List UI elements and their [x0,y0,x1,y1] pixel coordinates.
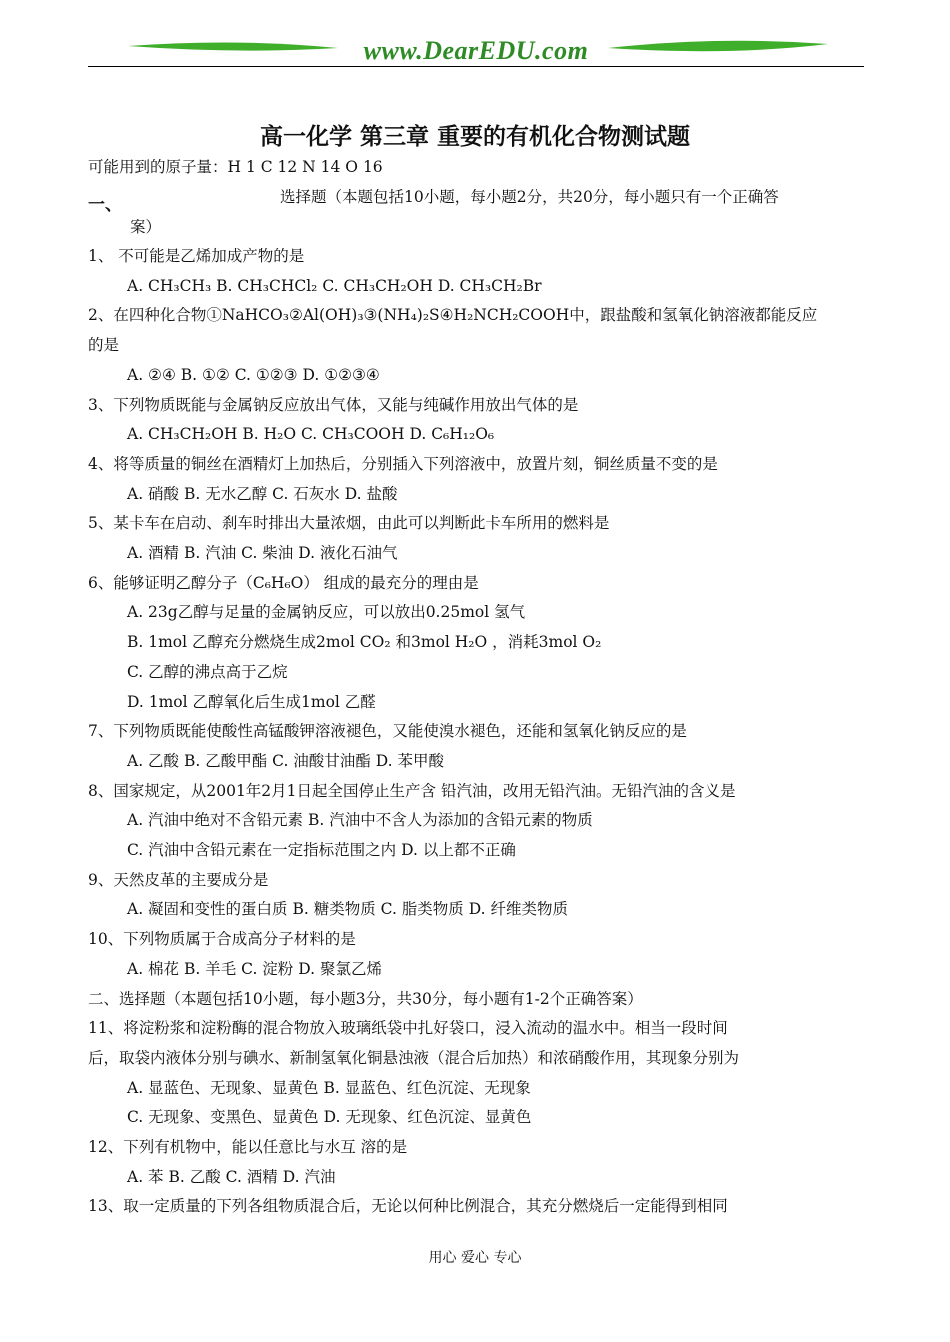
option-line: A. 苯 B. 乙酸 C. 酒精 D. 汽油 [127,1167,336,1186]
option-line: A. CH₃CH₂OH B. H₂O C. CH₃COOH D. C₆H₁₂O₆ [127,425,495,444]
option-line: A. 硝酸 B. 无水乙醇 C. 石灰水 D. 盐酸 [127,484,398,503]
question-line: 10、下列物质属于合成高分子材料的是 [88,930,356,949]
question-line: 4、将等质量的铜丝在酒精灯上加热后，分别插入下列溶液中，放置片刻，铜丝质量不变的是 [88,454,718,473]
question-line: 二、选择题（本题包括10小题，每小题3分，共30分，每小题有1-2个正确答案） [88,989,643,1008]
question-line: 的是 [88,336,120,355]
option-line: C. 乙醇的沸点高于乙烷 [127,662,288,681]
option-line: D. 1mol 乙醇氧化后生成1mol 乙醛 [127,692,376,711]
option-line: A. 汽油中绝对不含铅元素 B. 汽油中不含人为添加的含铅元素的物质 [127,811,593,830]
option-line: A. ②④ B. ①② C. ①②③ D. ①②③④ [127,365,380,384]
option-line: A. 酒精 B. 汽油 C. 柴油 D. 液化石油气 [127,544,398,562]
question-line: 5、某卡车在启动、刹车时排出大量浓烟，由此可以判断此卡车所用的燃料是 [88,514,610,533]
option-line: B. 1mol 乙醇充分燃烧生成2mol CO₂ 和3mol H₂O ，消耗3mol O₂ [127,633,602,652]
section-one-number: 一、 [88,195,122,215]
option-line: A. 乙酸 B. 乙酸甲酯 C. 油酸甘油酯 D. 苯甲酸 [127,751,444,770]
option-line: A. 显蓝色、无现象、显黄色 B. 显蓝色、红色沉淀、无现象 [127,1078,531,1097]
section-one-heading: 选择题（本题包括10小题，每小题2分，共20分，每小题只有一个正确答 [280,188,779,206]
question-line: 13、取一定质量的下列各组物质混合后，无论以何种比例混合，其充分燃烧后一定能得到相同 [88,1197,728,1216]
option-line: A. 23g乙醇与足量的金属钠反应，可以放出0.25mol 氢气 [127,603,526,622]
option-line: A. CH₃CH₃ B. CH₃CHCl₂ C. CH₃CH₂OH D. CH₃CH₂Br [127,276,542,295]
header-rule [88,66,864,67]
question-line: 后，取袋内液体分别与碘水、新制氢氧化铜悬浊液（混合后加热）和浓硝酸作用，其现象分别为 [88,1048,740,1067]
option-line: A. 凝固和变性的蛋白质 B. 糖类物质 C. 脂类物质 D. 纤维类物质 [127,900,568,919]
atomic-mass-line: 可能用到的原子量：H 1 C 12 N 14 O 16 [88,158,383,176]
page-title: 高一化学 第三章 重要的有机化合物测试题 [259,124,690,150]
question-line: 6、能够证明乙醇分子（C₆H₆O） 组成的最充分的理由是 [88,573,479,592]
question-line: 3、下列物质既能与金属钠反应放出气体，又能与纯碱作用放出气体的是 [88,395,579,414]
option-line: C. 汽油中含铅元素在一定指标范围之内 D. 以上都不正确 [127,841,516,859]
question-line: 9、天然皮革的主要成分是 [88,870,269,889]
question-line: 8、国家规定，从2001年2月1日起全国停止生产含 铅汽油，改用无铅汽油。无铅汽油的含义是 [88,781,736,800]
header-brand-logo: www.DearEDU.com [363,36,589,65]
option-line: C. 无现象、变黑色、显黄色 D. 无现象、红色沉淀、显黄色 [127,1108,532,1127]
question-line: 12、下列有机物中，能以任意比与水互 溶的是 [88,1138,408,1156]
question-line: 2、在四种化合物①NaHCO₃②Al(OH)₃③(NH₄)₂S④H₂NCH₂COOH中，跟盐酸和氢氧化钠溶液都能反应 [88,306,818,325]
page-footer: 用心 爱心 专心 [428,1250,522,1266]
page-header [88,34,864,70]
question-line: 1、 不可能是乙烯加成产物的是 [88,247,305,265]
question-line: 11、将淀粉浆和淀粉酶的混合物放入玻璃纸袋中扎好袋口，浸入流动的温水中。相当一段时间 [88,1019,728,1038]
section-one-heading-cont: 案） [130,218,162,236]
option-line: A. 棉花 B. 羊毛 C. 淀粉 D. 聚氯乙烯 [127,959,382,978]
question-line: 7、下列物质既能使酸性高锰酸钾溶液褪色，又能使溴水褪色，还能和氢氧化钠反应的是 [88,722,687,741]
